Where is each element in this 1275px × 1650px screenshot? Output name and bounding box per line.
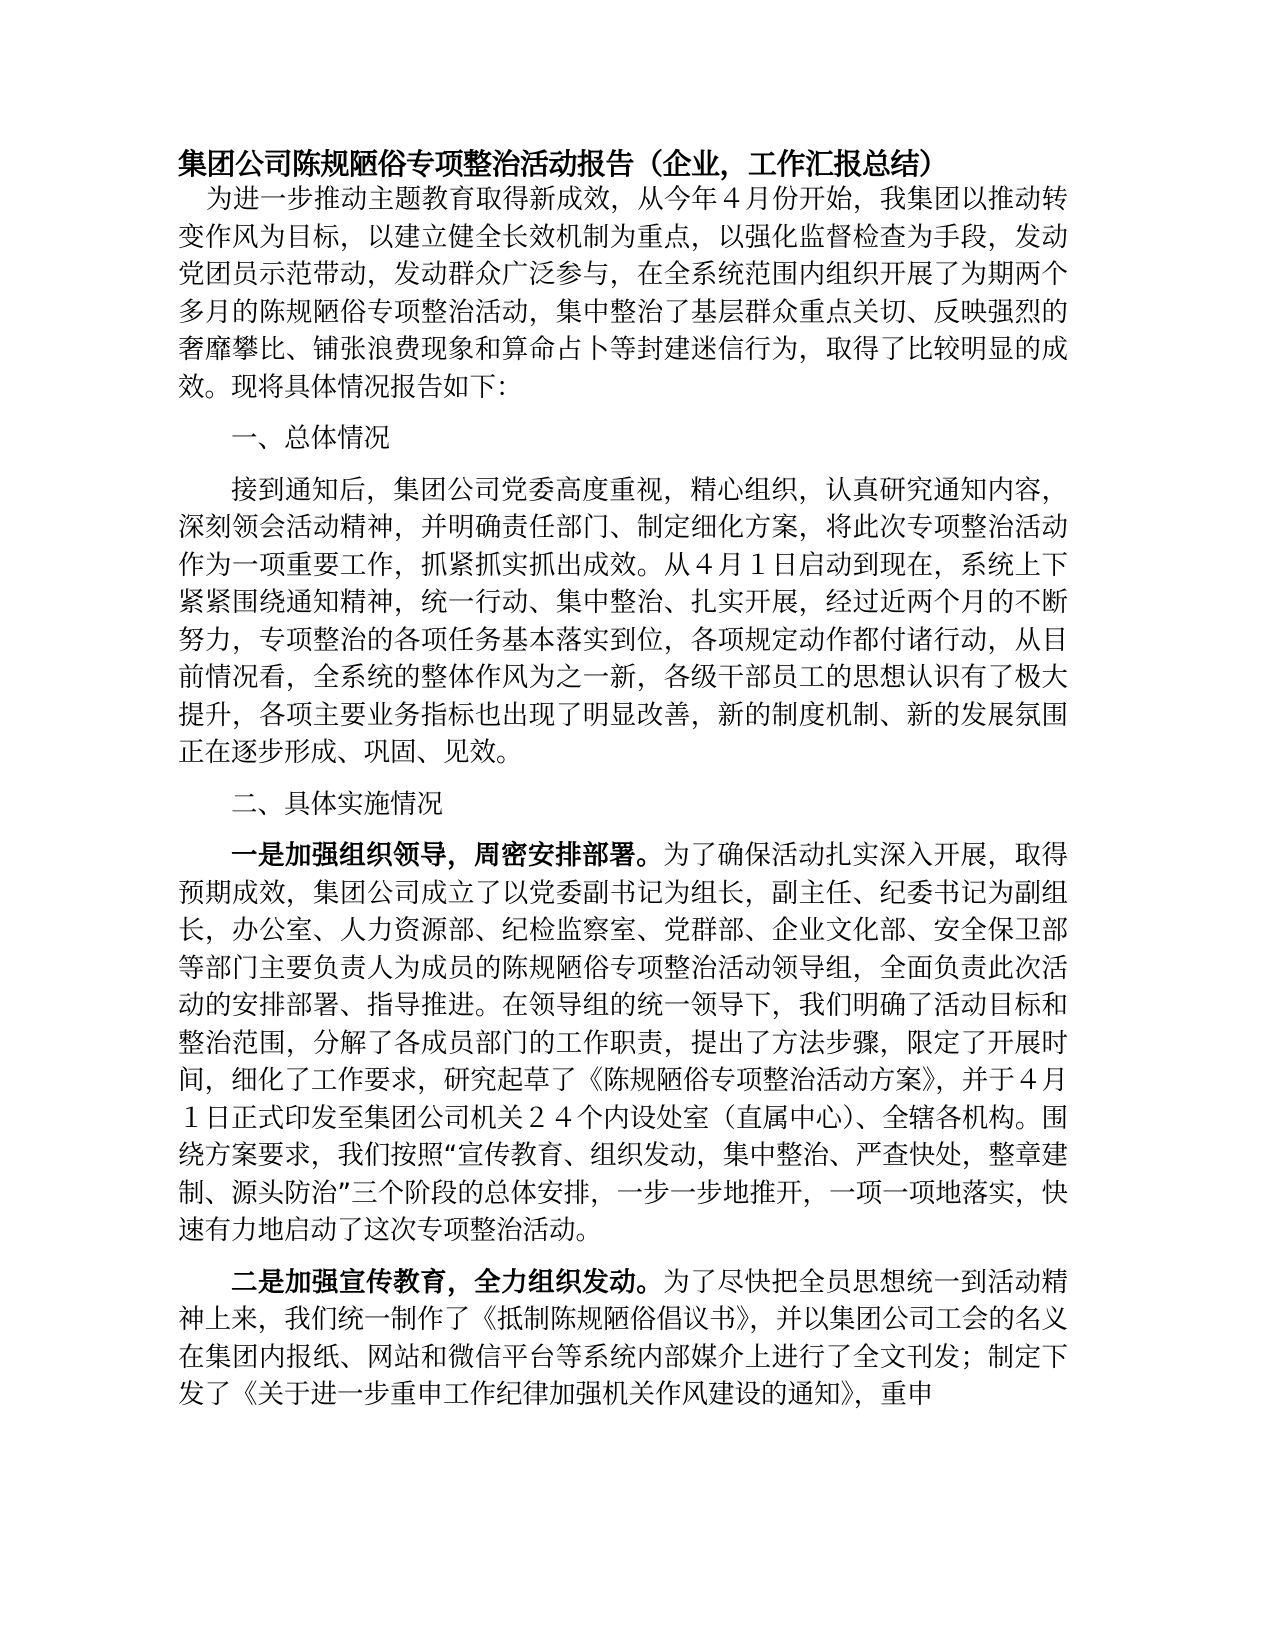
- section-heading-overall: 一、总体情况: [231, 423, 390, 454]
- item-two-body: 为了尽快把全员思想统一到活动精神上来，我们统一制作了《抵制陈规陋俗倡议书》，并以集团公司工会的名义在集团内报纸、网站和微信平台等系统内部媒介上进行了全文刊发；制定下发了《关于进一步重申工作纪律加强机关作风建设的通知》，重申: [178, 1266, 1069, 1410]
- item-one-paragraph: [178, 837, 1068, 1250]
- document-title: 集团公司陈规陋俗专项整治活动报告（企业，工作汇报总结）: [178, 147, 948, 181]
- item-two-lead: 二是加强宣传教育，全力组织发动。: [231, 1266, 664, 1298]
- spacer: [178, 406, 1068, 420]
- spacer: [178, 458, 1068, 472]
- document-page: [178, 147, 1068, 1414]
- spacer: [178, 823, 1068, 837]
- item-one-lead: 一是加强组织领导，周密安排部署。: [231, 840, 664, 871]
- intro-paragraph: 为进一步推动主题教育取得新成效，从今年４月份开始，我集团以推动转变作风为目标，以建立健全长效机制为重点，以强化监督检查为手段，发动党团员示范带动，发动群众广泛参与，在全系统范围内组织开展了为期两个多月的陈规陋俗专项整治活动，集中整治了基层群众重点关切、反映强烈的奢靡攀比、铺张浪费现象和算命占卜等封建迷信行为，取得了比较明显的成效。现将具体情况报告如下：: [178, 184, 1068, 403]
- item-two-paragraph: [178, 1264, 1068, 1414]
- section-heading-implementation: 二、具体实施情况: [231, 788, 443, 820]
- section-overall-paragraph: 接到通知后，集团公司党委高度重视，精心组织，认真研究通知内容，深刻领会活动精神，并明确责任部门、制定细化方案，将此次专项整治活动作为一项重要工作，抓紧抓实抓出成效。从４月１日启动到现在，系统上下紧紧围绕通知精神，统一行动、集中整治、扎实开展，经过近两个月的不断努力，专项整治的各项任务基本落实到位，各项规定动作都付诸行动，从目前情况看，全系统的整体作风为之一新，各级干部员工的思想认识有了极大提升，各项主要业务指标也出现了明显改善，新的制度机制、新的发展氛围正在逐步形成、巩固、见效。: [178, 474, 1068, 768]
- item-one-body: 为了确保活动扎实深入开展，取得预期成效，集团公司成立了以党委副书记为组长，副主任、纪委书记为副组长，办公室、人力资源部、纪检监察室、党群部、企业文化部、安全保卫部等部门主要负责人为成员的陈规陋俗专项整治活动领导组，全面负责此次活动的安排部署、指导推进。在领导组的统一领导下，我们明确了活动目标和整治范围，分解了各成员部门的工作职责，提出了方法步骤，限定了开展时间，细化了工作要求，研究起草了《陈规陋俗专项整治活动方案》，并于４月１日正式印发至集团公司机关２４个内设处室（直属中心）、全辖各机构。围绕方案要求，我们按照“宣传教育、组织发动，集中整治、严查快处，整章建制、源头防治”三个阶段的总体安排，一步一步地推开，一项一项地落实，快速有力地启动了这次专项整治活动。: [178, 840, 1069, 1246]
- spacer: [178, 772, 1068, 786]
- spacer: [178, 1250, 1068, 1264]
